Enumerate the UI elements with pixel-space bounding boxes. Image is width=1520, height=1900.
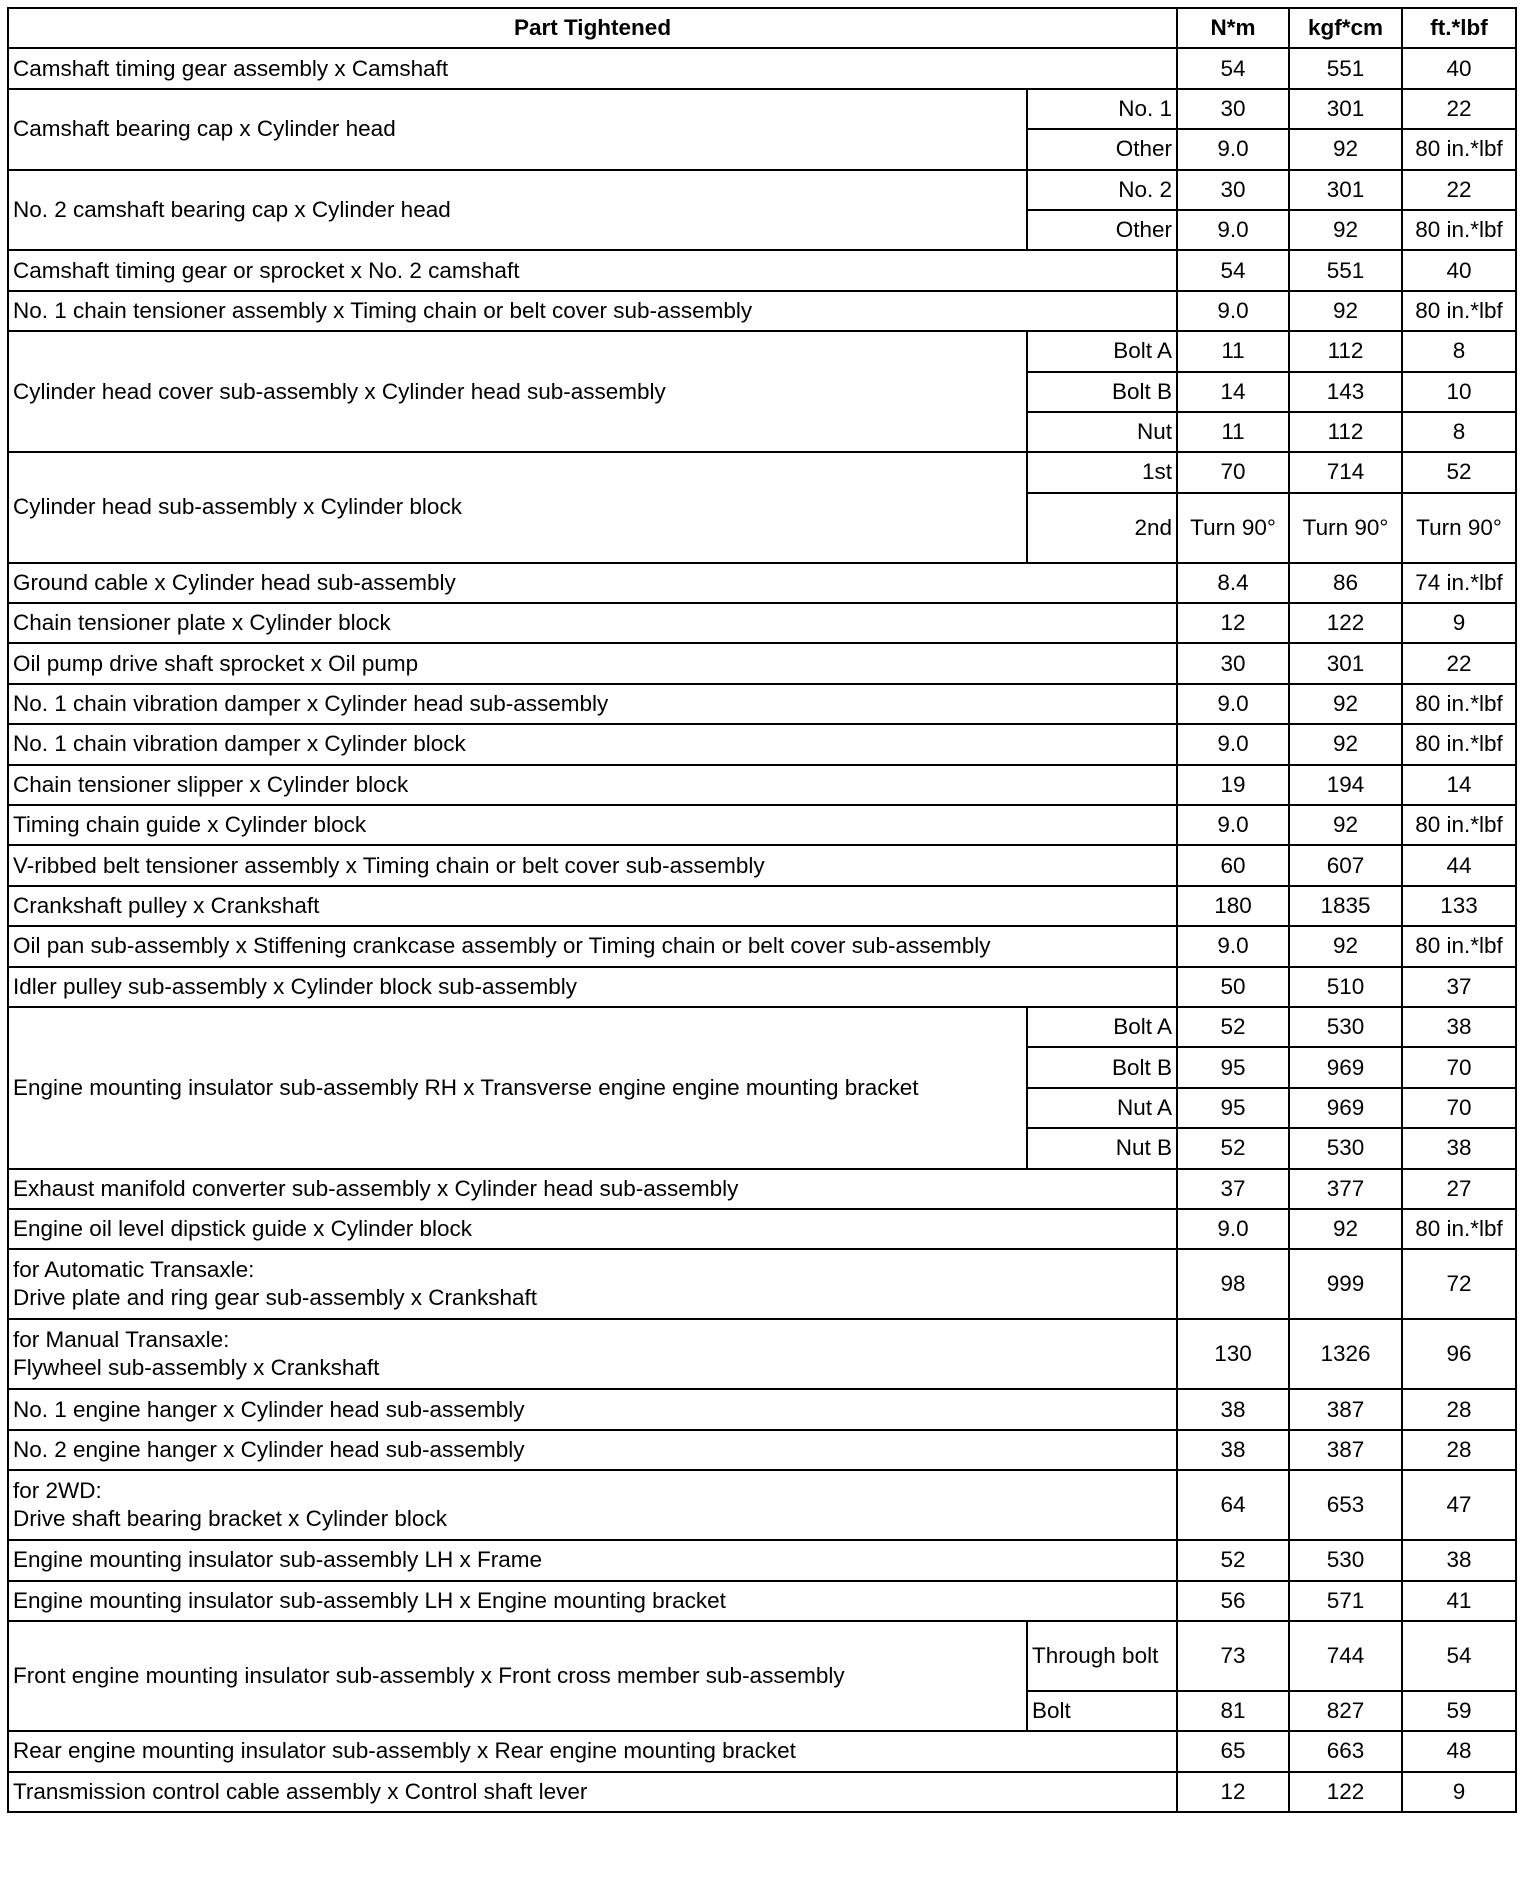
sub-label-cell: 2nd xyxy=(1027,493,1177,563)
table-row xyxy=(8,1007,1516,1047)
nm-cell: 9.0 xyxy=(1177,724,1289,764)
kgf-cell: 969 xyxy=(1289,1047,1402,1087)
nm-cell: 8.4 xyxy=(1177,563,1289,603)
part-description: Drive plate and ring gear sub-assembly x Crankshaft xyxy=(13,1285,537,1311)
ft-cell: 22 xyxy=(1402,89,1516,129)
table-row xyxy=(8,765,1516,805)
ft-cell: 47 xyxy=(1402,1470,1516,1540)
part-cell: Oil pan sub-assembly x Stiffening crankcase assembly or Timing chain or belt cover sub-assembly xyxy=(8,926,1177,966)
nm-cell: 30 xyxy=(1177,170,1289,210)
table-row xyxy=(8,643,1516,683)
nm-cell: 65 xyxy=(1177,1731,1289,1771)
ft-cell: 9 xyxy=(1402,603,1516,643)
header-row xyxy=(8,8,1516,48)
ft-cell: 96 xyxy=(1402,1319,1516,1389)
kgf-cell: 122 xyxy=(1289,603,1402,643)
nm-cell: 54 xyxy=(1177,48,1289,88)
kgf-cell: 387 xyxy=(1289,1389,1402,1429)
part-cell: Chain tensioner plate x Cylinder block xyxy=(8,603,1177,643)
part-cell: Ground cable x Cylinder head sub-assembly xyxy=(8,563,1177,603)
nm-cell: 81 xyxy=(1177,1691,1289,1731)
table-row xyxy=(8,1731,1516,1771)
part-cell: Exhaust manifold converter sub-assembly x Cylinder head sub-assembly xyxy=(8,1169,1177,1209)
table-row xyxy=(8,1389,1516,1429)
part-description: Drive shaft bearing bracket x Cylinder block xyxy=(13,1506,447,1532)
part-cell: Engine mounting insulator sub-assembly LH x Engine mounting bracket xyxy=(8,1581,1177,1621)
kgf-cell: 92 xyxy=(1289,129,1402,169)
sub-label-cell: Other xyxy=(1027,129,1177,169)
ft-cell: 22 xyxy=(1402,170,1516,210)
header-nm: N*m xyxy=(1177,8,1289,48)
table-row xyxy=(8,1209,1516,1249)
part-cell: No. 2 engine hanger x Cylinder head sub-assembly xyxy=(8,1430,1177,1470)
kgf-cell: Turn 90° xyxy=(1289,493,1402,563)
nm-cell: 38 xyxy=(1177,1430,1289,1470)
sub-label-cell: Bolt A xyxy=(1027,1007,1177,1047)
kgf-cell: 143 xyxy=(1289,372,1402,412)
kgf-cell: 744 xyxy=(1289,1621,1402,1691)
kgf-cell: 969 xyxy=(1289,1088,1402,1128)
kgf-cell: 530 xyxy=(1289,1128,1402,1168)
table-row xyxy=(8,170,1516,210)
table-row xyxy=(8,845,1516,885)
table-row xyxy=(8,1430,1516,1470)
nm-cell: 9.0 xyxy=(1177,129,1289,169)
nm-cell: 52 xyxy=(1177,1007,1289,1047)
ft-cell: 10 xyxy=(1402,372,1516,412)
kgf-cell: 92 xyxy=(1289,210,1402,250)
ft-cell: 8 xyxy=(1402,412,1516,452)
part-cell: No. 2 camshaft bearing cap x Cylinder head xyxy=(8,170,1027,251)
ft-cell: 70 xyxy=(1402,1088,1516,1128)
nm-cell: 9.0 xyxy=(1177,291,1289,331)
sub-label-cell: No. 1 xyxy=(1027,89,1177,129)
ft-cell: 38 xyxy=(1402,1540,1516,1580)
sub-label-cell: Bolt B xyxy=(1027,372,1177,412)
part-cell xyxy=(8,1249,1177,1319)
part-cell: Camshaft bearing cap x Cylinder head xyxy=(8,89,1027,170)
ft-cell: 48 xyxy=(1402,1731,1516,1771)
table-row xyxy=(8,886,1516,926)
table-row xyxy=(8,48,1516,88)
nm-cell: 70 xyxy=(1177,452,1289,492)
nm-cell: 73 xyxy=(1177,1621,1289,1691)
table-row xyxy=(8,1772,1516,1812)
nm-cell: 9.0 xyxy=(1177,926,1289,966)
part-cell: Crankshaft pulley x Crankshaft xyxy=(8,886,1177,926)
kgf-cell: 663 xyxy=(1289,1731,1402,1771)
ft-cell: 80 in.*lbf xyxy=(1402,1209,1516,1249)
nm-cell: 64 xyxy=(1177,1470,1289,1540)
kgf-cell: 301 xyxy=(1289,89,1402,129)
nm-cell: 37 xyxy=(1177,1169,1289,1209)
ft-cell: 28 xyxy=(1402,1430,1516,1470)
header-part-tightened: Part Tightened xyxy=(8,8,1177,48)
table-row xyxy=(8,684,1516,724)
kgf-cell: 301 xyxy=(1289,170,1402,210)
nm-cell: 9.0 xyxy=(1177,210,1289,250)
nm-cell: 130 xyxy=(1177,1319,1289,1389)
kgf-cell: 194 xyxy=(1289,765,1402,805)
ft-cell: 54 xyxy=(1402,1621,1516,1691)
kgf-cell: 551 xyxy=(1289,48,1402,88)
part-qualifier: for 2WD: xyxy=(13,1478,102,1504)
part-cell: Camshaft timing gear assembly x Camshaft xyxy=(8,48,1177,88)
nm-cell: 95 xyxy=(1177,1088,1289,1128)
table-row xyxy=(8,1249,1516,1319)
ft-cell: 8 xyxy=(1402,331,1516,371)
kgf-cell: 607 xyxy=(1289,845,1402,885)
sub-label-cell: Bolt xyxy=(1027,1691,1177,1731)
kgf-cell: 122 xyxy=(1289,1772,1402,1812)
ft-cell: 9 xyxy=(1402,1772,1516,1812)
nm-cell: 14 xyxy=(1177,372,1289,412)
part-cell xyxy=(8,1470,1177,1540)
part-cell: No. 1 engine hanger x Cylinder head sub-assembly xyxy=(8,1389,1177,1429)
ft-cell: 80 in.*lbf xyxy=(1402,684,1516,724)
part-cell: No. 1 chain vibration damper x Cylinder block xyxy=(8,724,1177,764)
kgf-cell: 92 xyxy=(1289,291,1402,331)
ft-cell: 37 xyxy=(1402,967,1516,1007)
part-cell: Idler pulley sub-assembly x Cylinder block sub-assembly xyxy=(8,967,1177,1007)
table-row xyxy=(8,331,1516,371)
nm-cell: 11 xyxy=(1177,412,1289,452)
ft-cell: 38 xyxy=(1402,1007,1516,1047)
sub-label-cell: Through bolt xyxy=(1027,1621,1177,1691)
ft-cell: 14 xyxy=(1402,765,1516,805)
ft-cell: 28 xyxy=(1402,1389,1516,1429)
table-row xyxy=(8,452,1516,492)
part-description: Flywheel sub-assembly x Crankshaft xyxy=(13,1355,380,1381)
table-row xyxy=(8,250,1516,290)
part-cell: Front engine mounting insulator sub-assembly x Front cross member sub-assembly xyxy=(8,1621,1027,1731)
ft-cell: 52 xyxy=(1402,452,1516,492)
table-row xyxy=(8,724,1516,764)
sub-label-cell: Nut A xyxy=(1027,1088,1177,1128)
part-cell: Camshaft timing gear or sprocket x No. 2 camshaft xyxy=(8,250,1177,290)
ft-cell: 80 in.*lbf xyxy=(1402,291,1516,331)
nm-cell: 180 xyxy=(1177,886,1289,926)
sub-label-cell: Other xyxy=(1027,210,1177,250)
table-row xyxy=(8,1470,1516,1540)
table-row xyxy=(8,805,1516,845)
part-cell: Engine oil level dipstick guide x Cylinder block xyxy=(8,1209,1177,1249)
nm-cell: 12 xyxy=(1177,1772,1289,1812)
nm-cell: 11 xyxy=(1177,331,1289,371)
kgf-cell: 1326 xyxy=(1289,1319,1402,1389)
part-cell: No. 1 chain tensioner assembly x Timing chain or belt cover sub-assembly xyxy=(8,291,1177,331)
kgf-cell: 86 xyxy=(1289,563,1402,603)
part-cell: Engine mounting insulator sub-assembly LH x Frame xyxy=(8,1540,1177,1580)
header-ft-lbf: ft.*lbf xyxy=(1402,8,1516,48)
ft-cell: 27 xyxy=(1402,1169,1516,1209)
nm-cell: 50 xyxy=(1177,967,1289,1007)
ft-cell: 80 in.*lbf xyxy=(1402,210,1516,250)
kgf-cell: 827 xyxy=(1289,1691,1402,1731)
ft-cell: 22 xyxy=(1402,643,1516,683)
table-row xyxy=(8,291,1516,331)
nm-cell: 30 xyxy=(1177,89,1289,129)
part-cell: Transmission control cable assembly x Control shaft lever xyxy=(8,1772,1177,1812)
ft-cell: 80 in.*lbf xyxy=(1402,129,1516,169)
kgf-cell: 112 xyxy=(1289,331,1402,371)
ft-cell: 133 xyxy=(1402,886,1516,926)
table-row xyxy=(8,967,1516,1007)
table-row xyxy=(8,1581,1516,1621)
part-cell: Cylinder head sub-assembly x Cylinder block xyxy=(8,452,1027,562)
torque-table xyxy=(7,7,1517,1813)
table-row xyxy=(8,1540,1516,1580)
part-cell: Oil pump drive shaft sprocket x Oil pump xyxy=(8,643,1177,683)
part-cell: Rear engine mounting insulator sub-assembly x Rear engine mounting bracket xyxy=(8,1731,1177,1771)
nm-cell: Turn 90° xyxy=(1177,493,1289,563)
nm-cell: 52 xyxy=(1177,1128,1289,1168)
nm-cell: 60 xyxy=(1177,845,1289,885)
kgf-cell: 714 xyxy=(1289,452,1402,492)
kgf-cell: 530 xyxy=(1289,1540,1402,1580)
sub-label-cell: Nut B xyxy=(1027,1128,1177,1168)
ft-cell: 80 in.*lbf xyxy=(1402,926,1516,966)
nm-cell: 9.0 xyxy=(1177,684,1289,724)
part-cell: V-ribbed belt tensioner assembly x Timing chain or belt cover sub-assembly xyxy=(8,845,1177,885)
nm-cell: 54 xyxy=(1177,250,1289,290)
kgf-cell: 510 xyxy=(1289,967,1402,1007)
nm-cell: 52 xyxy=(1177,1540,1289,1580)
part-cell: Engine mounting insulator sub-assembly RH x Transverse engine engine mounting bracket xyxy=(8,1007,1027,1169)
kgf-cell: 92 xyxy=(1289,684,1402,724)
sub-label-cell: Bolt A xyxy=(1027,331,1177,371)
nm-cell: 38 xyxy=(1177,1389,1289,1429)
kgf-cell: 377 xyxy=(1289,1169,1402,1209)
table-row xyxy=(8,926,1516,966)
sub-label-cell: Bolt B xyxy=(1027,1047,1177,1087)
kgf-cell: 301 xyxy=(1289,643,1402,683)
ft-cell: 40 xyxy=(1402,250,1516,290)
ft-cell: 59 xyxy=(1402,1691,1516,1731)
sub-label-cell: No. 2 xyxy=(1027,170,1177,210)
ft-cell: 70 xyxy=(1402,1047,1516,1087)
part-qualifier: for Automatic Transaxle: xyxy=(13,1257,255,1283)
part-cell: Cylinder head cover sub-assembly x Cylinder head sub-assembly xyxy=(8,331,1027,452)
kgf-cell: 387 xyxy=(1289,1430,1402,1470)
nm-cell: 9.0 xyxy=(1177,1209,1289,1249)
kgf-cell: 92 xyxy=(1289,805,1402,845)
table-row xyxy=(8,603,1516,643)
ft-cell: 74 in.*lbf xyxy=(1402,563,1516,603)
ft-cell: 80 in.*lbf xyxy=(1402,805,1516,845)
table-row xyxy=(8,89,1516,129)
ft-cell: 44 xyxy=(1402,845,1516,885)
ft-cell: 40 xyxy=(1402,48,1516,88)
kgf-cell: 653 xyxy=(1289,1470,1402,1540)
kgf-cell: 112 xyxy=(1289,412,1402,452)
nm-cell: 95 xyxy=(1177,1047,1289,1087)
torque-spec-sheet xyxy=(7,7,1517,1813)
kgf-cell: 92 xyxy=(1289,1209,1402,1249)
part-qualifier: for Manual Transaxle: xyxy=(13,1327,230,1353)
kgf-cell: 92 xyxy=(1289,724,1402,764)
ft-cell: 41 xyxy=(1402,1581,1516,1621)
table-row xyxy=(8,1319,1516,1389)
kgf-cell: 1835 xyxy=(1289,886,1402,926)
table-row xyxy=(8,1169,1516,1209)
nm-cell: 30 xyxy=(1177,643,1289,683)
part-cell: No. 1 chain vibration damper x Cylinder head sub-assembly xyxy=(8,684,1177,724)
nm-cell: 56 xyxy=(1177,1581,1289,1621)
nm-cell: 19 xyxy=(1177,765,1289,805)
sub-label-cell: 1st xyxy=(1027,452,1177,492)
table-row xyxy=(8,1621,1516,1691)
kgf-cell: 571 xyxy=(1289,1581,1402,1621)
nm-cell: 9.0 xyxy=(1177,805,1289,845)
ft-cell: 80 in.*lbf xyxy=(1402,724,1516,764)
header-kgf-cm: kgf*cm xyxy=(1289,8,1402,48)
kgf-cell: 551 xyxy=(1289,250,1402,290)
ft-cell: Turn 90° xyxy=(1402,493,1516,563)
kgf-cell: 999 xyxy=(1289,1249,1402,1319)
ft-cell: 38 xyxy=(1402,1128,1516,1168)
part-cell: Timing chain guide x Cylinder block xyxy=(8,805,1177,845)
part-cell xyxy=(8,1319,1177,1389)
sub-label-cell: Nut xyxy=(1027,412,1177,452)
nm-cell: 12 xyxy=(1177,603,1289,643)
ft-cell: 72 xyxy=(1402,1249,1516,1319)
kgf-cell: 530 xyxy=(1289,1007,1402,1047)
part-cell: Chain tensioner slipper x Cylinder block xyxy=(8,765,1177,805)
table-row xyxy=(8,563,1516,603)
kgf-cell: 92 xyxy=(1289,926,1402,966)
nm-cell: 98 xyxy=(1177,1249,1289,1319)
